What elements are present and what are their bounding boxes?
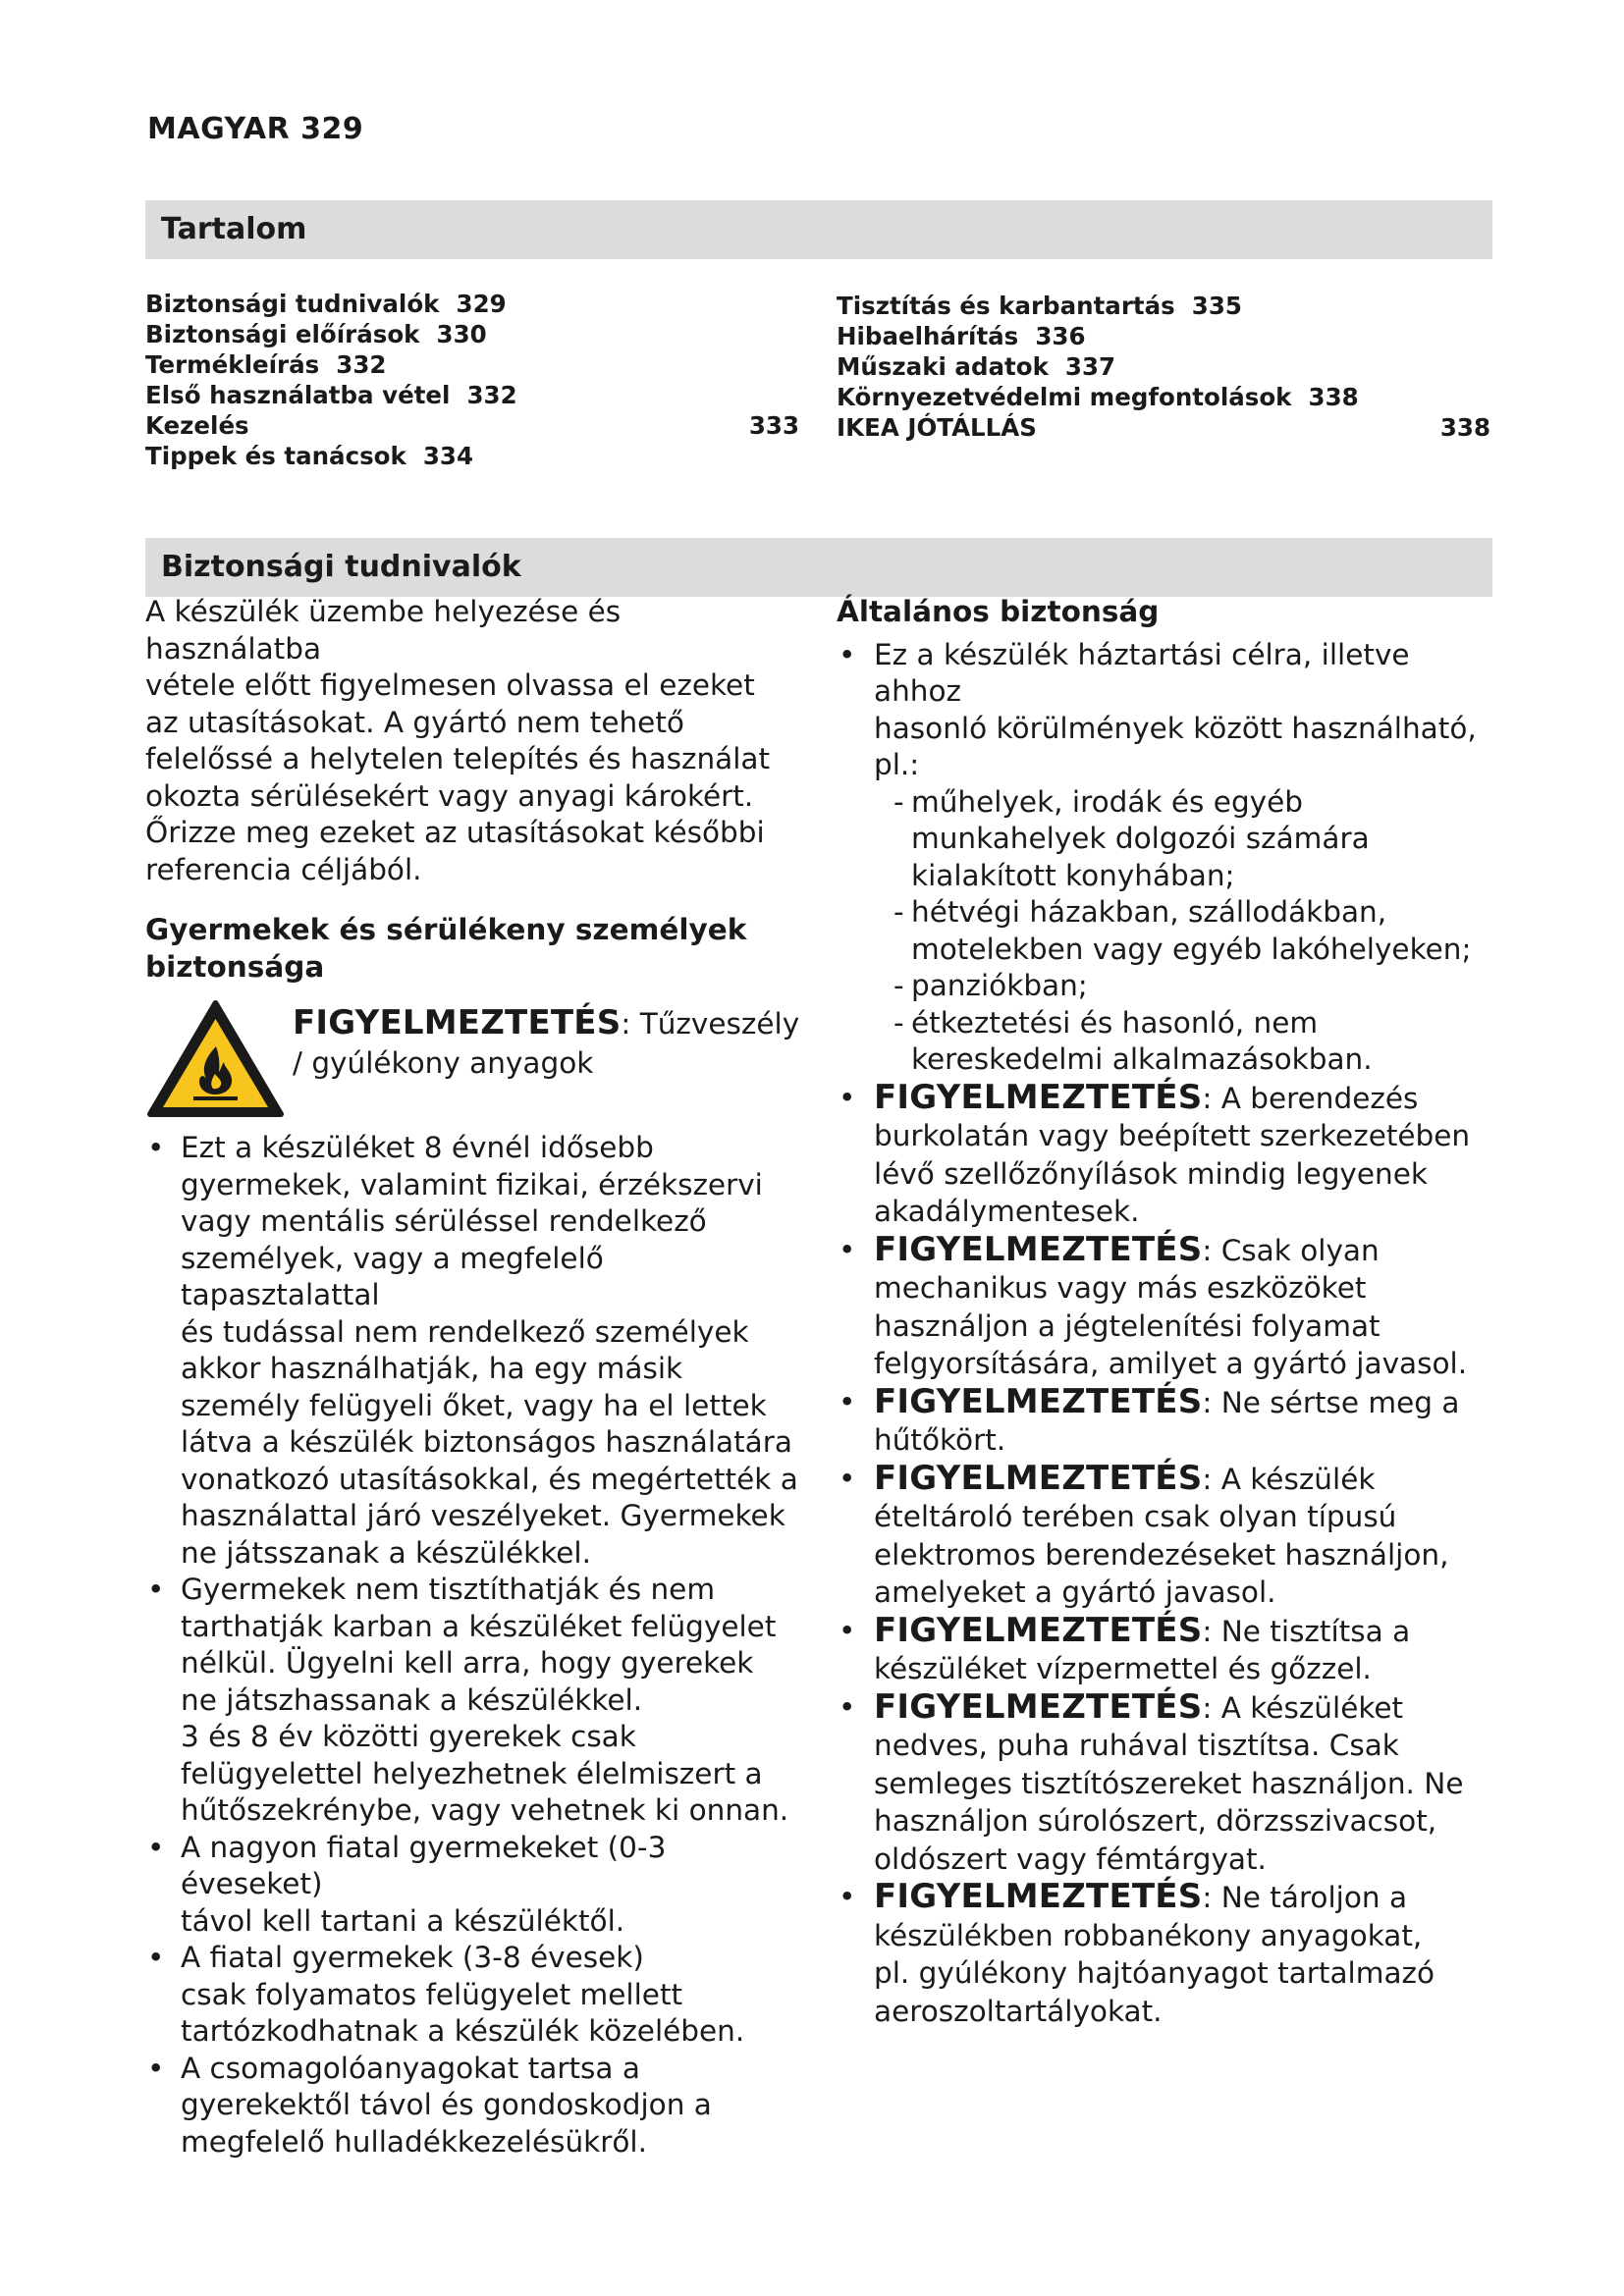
toc-entry[interactable]: Műszaki adatok 337 xyxy=(837,352,1116,381)
right-column xyxy=(837,594,1504,2030)
children-heading: Gyermekek és sérülékeny személyek biztonsága xyxy=(145,913,747,984)
toc-title: Tartalom xyxy=(161,212,307,246)
toc-entry[interactable]: Biztonsági tudnivalók 329 xyxy=(145,290,507,318)
list-item: • Gyermekek nem tisztíthatják és nem tarthatják karban a készüléket felügyelet nélkül. Ügyelni kell arra, hogy gyerekek ne játszhassanak a készülékkel. 3 és 8 év közötti gyerekek csak felügyelettel helyezhetnek élelmiszert a hűtőszekrénybe, vagy vehetnek ki onnan. xyxy=(145,1572,805,1830)
dash-item: - műhelyek, irodák és egyéb munkahelyek dolgozói számára kialakított konyhában; xyxy=(874,784,1504,895)
list-item: • FIGYELMEZTETÉS: Csak olyan mechanikus vagy más eszközöket használjon a jégtelenítési folyamat felgyorsítására, amilyet a gyártó javasol. xyxy=(837,1231,1504,1383)
toc-entry[interactable]: Kezelés 333 xyxy=(145,411,799,440)
toc-entry[interactable]: Biztonsági előírások 330 xyxy=(145,320,487,348)
list-item: • FIGYELMEZTETÉS: Ne tisztítsa a készüléket vízpermettel és gőzzel. xyxy=(837,1612,1504,1688)
safety-title: Biztonsági tudnivalók xyxy=(161,550,521,584)
list-item: • A csomagolóanyagokat tartsa a gyerekektől távol és gondoskodjon a megfelelő hulladékkezelésükről. xyxy=(145,2051,805,2162)
usage-dash-list xyxy=(874,784,1504,1079)
toc-entry[interactable]: Első használatba vétel 332 xyxy=(145,381,517,409)
dash-item: - hétvégi házakban, szállodákban, motelekben vagy egyéb lakóhelyeken; xyxy=(874,894,1504,968)
list-item: • Ezt a készüléket 8 évnél idősebb gyermekek, valamint fizikai, érzékszervi vagy mentális sérüléssel rendelkező személyek, vagy a megfelelő tapasztalattal és tudással nem rendelkező személyek akkor használhatják, ha egy másik személy felügyeli őket, vagy ha el lettek látva a készülék biztonságos használatára vonatkozó utasításokkal, és megértették a használattal járó veszélyeket. Gyermekek ne játsszanak a készülékkel. xyxy=(145,1130,805,1572)
fire-warning-text: FIGYELMEZTETÉS: Tűzveszély / gyúlékony anyagok xyxy=(293,1003,800,1080)
list-item: • FIGYELMEZTETÉS: Ne sértse meg a hűtőkört. xyxy=(837,1383,1504,1460)
toc-section-bar xyxy=(145,200,1492,259)
toc-entry[interactable]: Tisztítás és karbantartás 335 xyxy=(837,292,1242,320)
page-header: MAGYAR 329 xyxy=(147,112,364,146)
intro-paragraph: A készülék üzembe helyezése és használatba vétele előtt figyelmesen olvassa el ezeket az utasításokat. A gyártó nem tehető felelőssé a helytelen telepítés és használat okozta sérülésekért vagy anyagi károkért. Őrizze meg ezeket az utasításokat későbbi referencia céljából. xyxy=(145,595,771,886)
toc-left-column xyxy=(145,289,799,471)
list-item: • A nagyon fiatal gyermekeket (0-3 éveseket) távol kell tartani a készüléktől. xyxy=(145,1830,805,1941)
toc-entry[interactable]: Hibaelhárítás 336 xyxy=(837,322,1086,350)
general-safety-heading: Általános biztonság xyxy=(837,595,1160,628)
dash-item: - étkeztetési és hasonló, nem kereskedelmi alkalmazásokban. xyxy=(874,1005,1504,1079)
children-bullet-list xyxy=(145,1130,805,2161)
general-safety-list xyxy=(837,637,1504,2031)
list-item: • FIGYELMEZTETÉS: A készüléket nedves, puha ruhával tisztítsa. Csak semleges tisztítószereket használjon. Ne használjon súrolószert, dörzsszivacsot, oldószert vagy fémtárgyat. xyxy=(837,1688,1504,1879)
safety-section-bar xyxy=(145,538,1492,597)
toc-entry[interactable]: IKEA JÓTÁLLÁS 338 xyxy=(837,413,1490,442)
list-item: • FIGYELMEZTETÉS: A készülék ételtároló terében csak olyan típusú elektromos berendezéseket használjon, amelyeket a gyártó javasol. xyxy=(837,1460,1504,1612)
toc-entry[interactable]: Termékleírás 332 xyxy=(145,350,387,379)
list-item: • Ez a készülék háztartási célra, illetve ahhoz hasonló körülmények között használható, pl.: - műhelyek, irodák és egyéb munkahelyek dolgozói számára kialakított konyhában; - hétvégi házakban, szállodákban, motelekben vagy egyéb lakóhelyeken; - panziókban; - étkeztetési és hasonló, nem kereskedelmi alkalmazásokban. xyxy=(837,637,1504,1079)
list-item: • FIGYELMEZTETÉS: A berendezés burkolatán vagy beépített szerkezetében lévő szellőzőnyílások mindig legyenek akadálymentesek. xyxy=(837,1079,1504,1231)
toc-entry[interactable]: Környezetvédelmi megfontolások 338 xyxy=(837,383,1359,411)
flammable-warning-icon xyxy=(144,997,287,1120)
left-column xyxy=(145,594,805,2161)
list-item: • FIGYELMEZTETÉS: Ne tároljon a készülékben robbanékony anyagokat, pl. gyúlékony hajtóanyagot tartalmazó aeroszoltartályokat. xyxy=(837,1878,1504,2030)
toc-right-column xyxy=(837,291,1490,443)
list-item: • A fiatal gyermekek (3-8 évesek) csak folyamatos felügyelet mellett tartózkodhatnak a készülék közelében. xyxy=(145,1940,805,2051)
toc-entry[interactable]: Tippek és tanácsok 334 xyxy=(145,442,474,470)
fire-warning xyxy=(145,997,805,1120)
dash-item: - panziókban; xyxy=(874,968,1504,1005)
